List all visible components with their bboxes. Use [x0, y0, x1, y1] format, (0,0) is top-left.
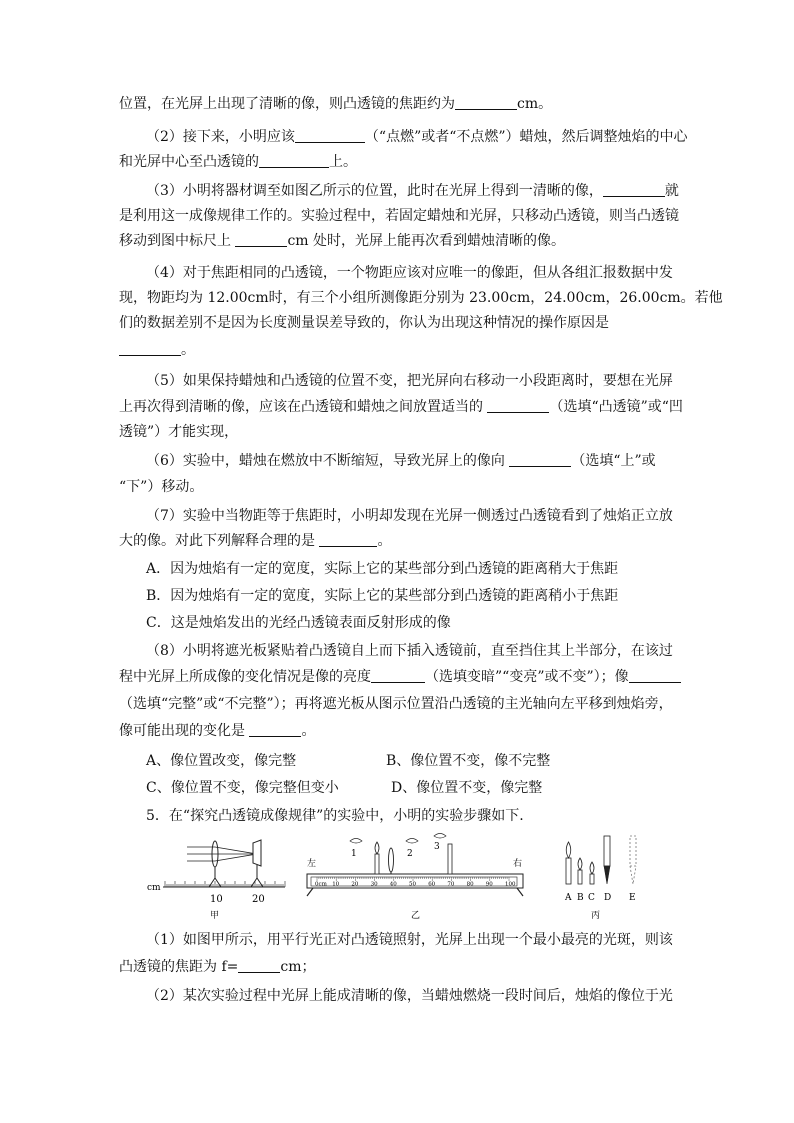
q4-part3-line-2: 是利用这一成像规律工作的。实验过程中，若固定蜡烛和光屏，只移动凸透镜，则当凸透镜	[119, 208, 679, 224]
eye-label: 1	[351, 849, 357, 859]
yi-right-label: 右	[513, 859, 523, 869]
q4-part7-line-1: （7）实验中当物距等于焦距时，小明却发现在光屏一侧透过凸透镜看到了烛焰正立放	[146, 508, 673, 524]
flame-icon	[375, 842, 379, 854]
bing-label: C	[588, 893, 595, 903]
ruler-label: 60	[428, 881, 436, 888]
experiment-figure	[145, 830, 675, 925]
q4-part8-option-b: B、像位置不变，像不完整	[386, 753, 551, 769]
q4-part8-option-d: D、像位置不变，像完整	[391, 780, 543, 796]
q4-part2-line-1: （2）接下来，小明应该 （“点燃”或者“不点燃”）蜡烛，然后调整烛焰的中心	[146, 129, 688, 145]
candle-b-icon	[578, 870, 582, 884]
q4-part8-line-1: （8）小明将遮光板紧贴着凸透镜自上而下插入透镜前，直至挡住其上半部分，在该过	[146, 643, 673, 659]
jia-tick-label: 20	[252, 894, 265, 905]
q4-part8-option-a: A、像位置改变，像完整	[146, 753, 297, 769]
q4-part5-line-2: 上再次得到清晰的像，应该在凸透镜和蜡烛之间放置适当的 （选填“凸透镜”或“凹	[119, 399, 683, 415]
candle-c-icon	[590, 874, 594, 884]
q4-part3-line-1: （3）小明将器材调至如图乙所示的位置，此时在光屏上得到一清晰的像， 就	[146, 183, 679, 199]
q4-part8-line-4: 像可能出现的变化是 。	[119, 723, 316, 739]
yi-caption: 乙	[411, 911, 421, 921]
q4-line-1: 位置，在光屏上出现了清晰的像，则凸透镜的焦距约为 cm。	[119, 96, 553, 112]
answer-blank[interactable]	[295, 127, 365, 143]
q4-part6-line-1: （6）实验中，蜡烛在燃放中不断缩短，导致光屏上的像向 （选填“上”或	[146, 453, 656, 469]
q4-part7-line-2: 大的像。对此下列解释合理的是 。	[119, 533, 392, 549]
q4-part3-line-3: 移动到图中标尺上 cm 处时，光屏上能再次看到蜡烛清晰的像。	[119, 233, 566, 249]
q4-part4-line-1: （4）对于焦距相同的凸透镜，一个物距应该对应唯一的像距，但从各组汇报数据中发	[146, 265, 673, 281]
bing-label: B	[577, 893, 584, 903]
figure-yi	[307, 834, 523, 922]
bing-label: A	[565, 893, 572, 903]
answer-blank[interactable]	[487, 397, 549, 413]
q4-part8-line-3: （选填“完整”或“不完整”）；再将遮光板从图示位置沿凸透镜的主光轴向左平移到烛焰旁，	[119, 696, 673, 712]
screen-icon	[448, 844, 452, 874]
bing-label: E	[629, 893, 636, 903]
refracted-ray	[215, 847, 257, 854]
ruler-label: 100	[505, 881, 516, 888]
eye-label: 2	[407, 849, 413, 859]
figure-bing	[564, 836, 636, 921]
candle-icon	[375, 854, 379, 874]
ruler-label: 40	[389, 881, 397, 888]
q5-part2-line-1: （2）某次实验过程中光屏上能成清晰的像，当蜡烛燃烧一段时间后，烛焰的像位于光	[146, 988, 673, 1004]
eye-icon	[434, 834, 446, 839]
refracted-ray	[215, 854, 257, 861]
experiment-diagram	[145, 830, 675, 925]
answer-blank[interactable]	[238, 957, 280, 973]
answer-blank[interactable]	[259, 152, 329, 168]
ruler-label: 20	[351, 881, 359, 888]
q4-part2-line-2: 和光屏中心至凸透镜的 上。	[119, 154, 357, 170]
figure-jia	[147, 840, 285, 921]
bench-leg	[307, 888, 313, 896]
q5-part1-line-1: （1）如图甲所示，用平行光正对凸透镜照射，光屏上出现一个最小最亮的光斑，则该	[146, 932, 673, 948]
eye-label: 3	[434, 842, 440, 852]
eye-icon	[406, 839, 418, 844]
jia-tick-label: 10	[210, 894, 223, 905]
ruler-label: 90	[485, 881, 493, 888]
q4-part4-line-4: 。	[119, 340, 195, 360]
candle-d-icon	[604, 836, 610, 866]
ruler-label: 0cm	[315, 881, 327, 888]
answer-blank[interactable]	[509, 451, 571, 467]
q4-part8-line-2: 程中光屏上所成像的变化情况是像的亮度 （选填变暗”“变亮”或不变”）；像	[119, 667, 681, 687]
yi-left-label: 左	[307, 859, 317, 869]
q4-part8-option-c: C、像位置不变，像完整但变小	[146, 780, 339, 796]
convex-lens-icon	[389, 848, 394, 872]
q4-part7-option-c: C．这是烛焰发出的光经凸透镜表面反射形成的像	[146, 615, 451, 631]
ruler-label: 10	[332, 881, 340, 888]
candle-a-icon	[566, 858, 571, 884]
answer-blank[interactable]	[249, 721, 301, 737]
bench-leg	[517, 888, 523, 896]
ruler-label: 50	[409, 881, 416, 888]
ruler-label: 70	[447, 881, 455, 888]
q4-part5-line-1: （5）如果保持蜡烛和凸透镜的位置不变，把光屏向右移动一小段距离时，要想在光屏	[146, 373, 673, 389]
q4-part6-line-2: “下”）移动。	[119, 479, 204, 495]
q4-part4-line-3: 们的数据差别不是因为长度测量误差导致的，你认为出现这种情况的操作原因是	[119, 315, 609, 331]
answer-blank[interactable]	[603, 181, 665, 197]
answer-blank[interactable]	[455, 94, 517, 110]
answer-blank[interactable]	[319, 531, 377, 547]
bing-label: D	[604, 893, 612, 903]
jia-ruler-ticks	[165, 881, 285, 887]
jia-unit-label: cm	[147, 883, 161, 893]
q4-part7-option-a: A．因为烛焰有一定的宽度，实际上它的某些部分到凸透镜的距离稍大于焦距	[146, 561, 619, 577]
ruler-label: 80	[466, 881, 474, 888]
flame-icon	[566, 842, 571, 858]
answer-blank[interactable]	[235, 231, 287, 247]
flame-icon	[578, 858, 582, 870]
bing-caption: 丙	[591, 911, 601, 921]
flame-icon	[590, 862, 594, 874]
q4-part7-option-b: B．因为烛焰有一定的宽度，实际上它的某些部分到凸透镜的距离稍小于焦距	[146, 588, 619, 604]
answer-blank[interactable]	[371, 667, 425, 683]
screen-icon	[253, 840, 261, 866]
answer-blank[interactable]	[629, 667, 681, 683]
q4-part5-line-3: 透镜”）才能实现，	[119, 424, 239, 440]
q5-intro: 5．在“探究凸透镜成像规律”的实验中，小明的实验步骤如下.	[146, 808, 524, 824]
q5-part1-line-2: 凸透镜的焦距为 f= cm；	[119, 959, 316, 975]
candle-e-icon	[630, 836, 636, 866]
inverted-flame-icon	[604, 866, 610, 884]
dashed-flame-icon	[630, 866, 636, 884]
answer-blank[interactable]	[119, 340, 181, 356]
q4-part4-line-2: 现，物距均为 12.00cm时，有三个小组所测像距分别为 23.00cm，24.00cm，26.00cm。若他	[119, 290, 723, 306]
eye-icon	[350, 839, 362, 844]
jia-caption: 甲	[210, 911, 220, 921]
ruler-label: 30	[370, 881, 378, 888]
